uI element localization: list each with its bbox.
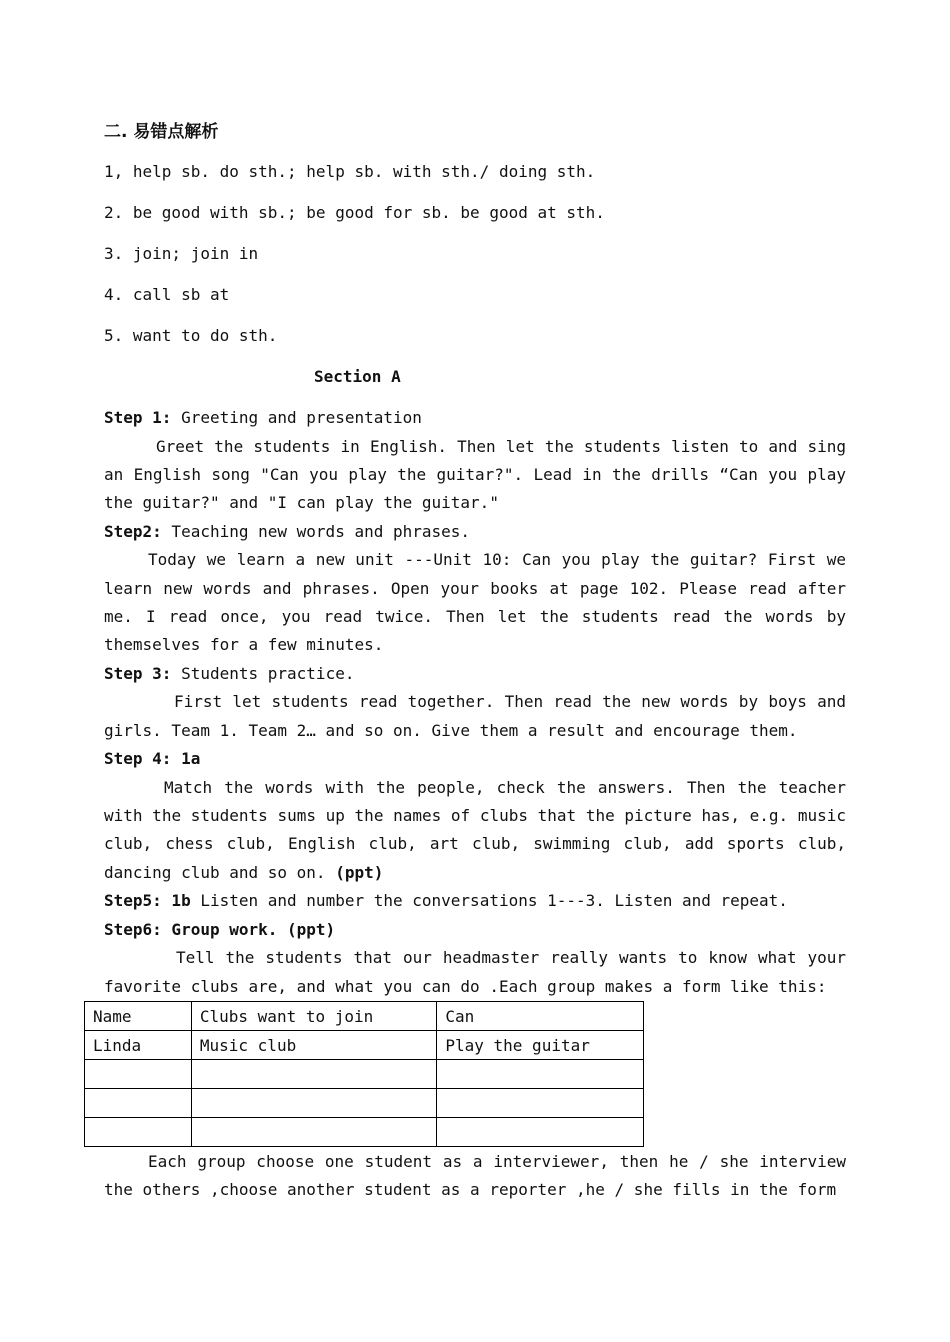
table-cell [85, 1118, 192, 1147]
step3-label: Step 3: [104, 663, 172, 683]
header-can: Can [437, 1002, 644, 1031]
table-header-row [85, 1002, 644, 1031]
step4-heading: Step 4: 1a [104, 749, 201, 769]
step1-label: Step 1: [104, 408, 172, 427]
step3-title: Students practice. [171, 663, 355, 683]
table-cell: Linda [85, 1031, 192, 1060]
table-cell [191, 1060, 436, 1089]
table-cell: Music club [191, 1031, 436, 1060]
step1-heading [104, 404, 846, 433]
step2-title: Teaching new words and phrases. [161, 521, 471, 541]
step4-ppt-tag: (ppt) [325, 862, 384, 882]
step2-label: Step2: [104, 521, 162, 541]
table-cell [85, 1060, 192, 1089]
table-row [85, 1031, 644, 1060]
step4-body [104, 774, 846, 888]
table-row [85, 1089, 644, 1118]
step5-heading [104, 887, 846, 916]
error-point-5: 5. want to do sth. [104, 326, 278, 345]
table-cell [85, 1089, 192, 1118]
document-page [104, 118, 846, 1001]
step2-body: Today we learn a new unit ---Unit 10: Can you play the guitar? First we learn new words and phrases. Open your books at page 102. Please read after me. I read once, you read twice. Then let the students read the words by themselves for a few minutes. [104, 550, 846, 655]
step2-heading [104, 518, 846, 547]
closing-paragraph: Each group choose one student as a interviewer, then he / she interview the others ,choose another student as a reporter ,he / she fills in the form [104, 1152, 846, 1200]
error-point-2: 2. be good with sb.; be good for sb. be good at sth. [104, 203, 605, 222]
table-cell [437, 1089, 644, 1118]
error-point-3: 3. join; join in [104, 244, 259, 263]
error-point-1: 1, help sb. do sth.; help sb. with sth./ doing sth. [104, 162, 596, 181]
closing-block [104, 1148, 846, 1205]
table-cell [437, 1060, 644, 1089]
step6-heading: Step6: Group work. (ppt) [104, 919, 336, 939]
table-cell [191, 1118, 436, 1147]
table-cell [191, 1089, 436, 1118]
step4-text: Match the words with the people, check the answers. Then the teacher with the students sums up the names of clubs that the picture has, e.g. music club, chess club, English club, art club, swimming club, add sports club, dancing club and so on. [104, 777, 846, 882]
step1-body: Greet the students in English. Then let the students listen to and sing an English song "Can you play the guitar?". Lead in the drills “Can you play the guitar?" and "I can play the guitar." [104, 436, 846, 513]
table-row [85, 1060, 644, 1089]
step6-body: Tell the students that our headmaster really wants to know what your favorite clubs are, and what you can do .Each group makes a form like this: [104, 948, 846, 996]
header-clubs: Clubs want to join [191, 1002, 436, 1031]
step5-label: Step5: 1b [104, 891, 191, 911]
table-cell [437, 1118, 644, 1147]
club-form-table [84, 1001, 644, 1147]
table-row [85, 1118, 644, 1147]
header-name: Name [85, 1002, 192, 1031]
error-point-4: 4. call sb at [104, 285, 230, 304]
step5-text: Listen and number the conversations 1---3. Listen and repeat. [190, 891, 788, 911]
section-title: Section A [314, 367, 401, 386]
step1-title: Greeting and presentation [171, 408, 422, 427]
table-cell: Play the guitar [437, 1031, 644, 1060]
error-points-heading: 二. 易错点解析 [104, 122, 219, 142]
step3-heading [104, 660, 846, 689]
step3-body: First let students read together. Then read the new words by boys and girls. Team 1. Team 2… and so on. Give them a result and encourage them. [104, 692, 846, 740]
